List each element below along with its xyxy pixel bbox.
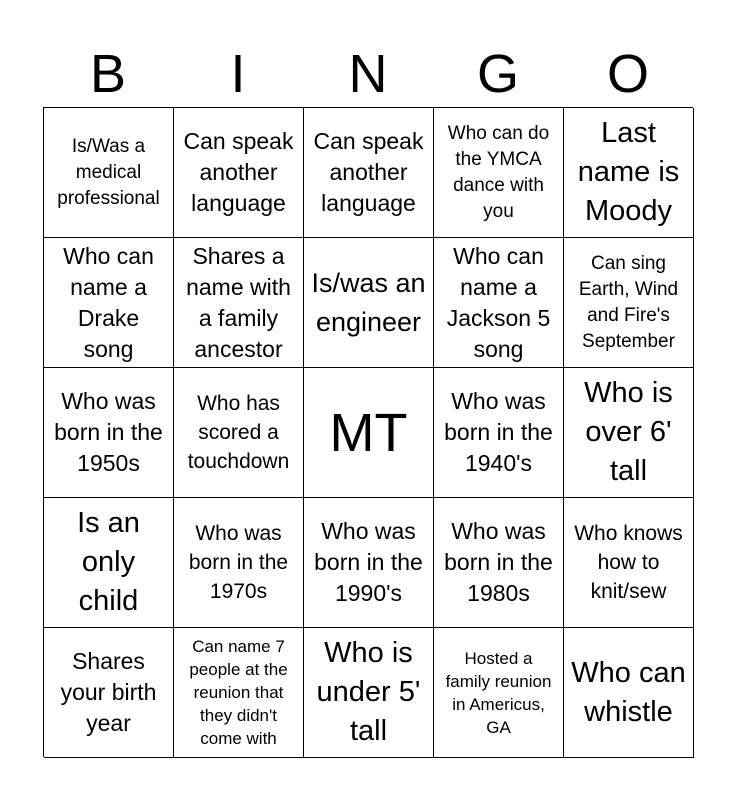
- bingo-cell-text: Shares a name with a family ancestor: [186, 242, 291, 362]
- bingo-cell-text: Who was born in the 1980s: [444, 518, 553, 606]
- bingo-cell-text: Is/was an engineer: [311, 267, 426, 337]
- bingo-cell[interactable]: [174, 238, 304, 368]
- bingo-cell-text: Who is over 6' tall: [584, 377, 673, 487]
- bingo-cell[interactable]: [434, 368, 564, 498]
- bingo-cell[interactable]: [304, 628, 434, 758]
- bingo-cell-text: Can sing Earth, Wind and Fire's September: [578, 252, 679, 352]
- bingo-cell-text: Can name 7 people at the reunion that they didn't come with: [189, 637, 288, 748]
- bingo-cell-text: Is/Was a medical professional: [57, 135, 160, 209]
- bingo-cell-text: Who knows how to knit/sew: [574, 522, 683, 603]
- bingo-cell[interactable]: [434, 498, 564, 628]
- bingo-cell-text: Hosted a family reunion in Americus, GA: [445, 648, 552, 737]
- bingo-cell-text: Is an only child: [77, 507, 140, 617]
- bingo-cell-text: Who can name a Jackson 5 song: [446, 242, 551, 362]
- bingo-cell[interactable]: [174, 498, 304, 628]
- bingo-cell[interactable]: [44, 368, 174, 498]
- bingo-cell-text: Who was born in the 1970s: [188, 522, 289, 603]
- bingo-cell-text: Who was born in the 1940's: [444, 388, 553, 476]
- bingo-cell[interactable]: [564, 498, 694, 628]
- bingo-cell[interactable]: [44, 628, 174, 758]
- bingo-cell[interactable]: [174, 108, 304, 238]
- bingo-cell[interactable]: [434, 238, 564, 368]
- header-letter-b: B: [89, 44, 127, 104]
- bingo-header: [43, 40, 693, 108]
- bingo-cell-text: Can speak another language: [313, 128, 424, 216]
- bingo-cell-text: MT: [329, 402, 408, 463]
- header-letter-g: G: [476, 44, 519, 104]
- bingo-cell[interactable]: [44, 108, 174, 238]
- bingo-cell[interactable]: [44, 498, 174, 628]
- bingo-cell[interactable]: [564, 368, 694, 498]
- bingo-cell-text: Who was born in the 1990's: [314, 518, 423, 606]
- free-space-cell[interactable]: [304, 368, 434, 498]
- header-letter-n: N: [348, 44, 388, 104]
- bingo-cell[interactable]: [304, 498, 434, 628]
- bingo-cell[interactable]: [564, 238, 694, 368]
- header-letter-i: I: [230, 44, 246, 104]
- bingo-cell-text: Who can do the YMCA dance with you: [447, 122, 550, 222]
- bingo-cell[interactable]: [304, 108, 434, 238]
- bingo-cell[interactable]: [174, 628, 304, 758]
- bingo-cell-text: Who can whistle: [571, 656, 686, 728]
- bingo-cell-text: Can speak another language: [183, 128, 294, 216]
- bingo-cell[interactable]: [564, 108, 694, 238]
- bingo-cell-text: Last name is Moody: [577, 117, 680, 227]
- bingo-cell[interactable]: [434, 108, 564, 238]
- bingo-grid: [43, 107, 693, 757]
- bingo-cell[interactable]: [304, 238, 434, 368]
- bingo-cell-text: Shares your birth year: [60, 648, 157, 736]
- bingo-cell[interactable]: [174, 368, 304, 498]
- bingo-cell[interactable]: [564, 628, 694, 758]
- bingo-cell[interactable]: [434, 628, 564, 758]
- header-letter-o: O: [606, 44, 649, 104]
- bingo-cell-text: Who has scored a touchdown: [187, 392, 290, 473]
- bingo-cell[interactable]: [44, 238, 174, 368]
- bingo-cell-text: Who can name a Drake song: [63, 242, 154, 362]
- bingo-cell-text: Who is under 5' tall: [316, 637, 421, 747]
- bingo-cell-text: Who was born in the 1950s: [54, 388, 163, 476]
